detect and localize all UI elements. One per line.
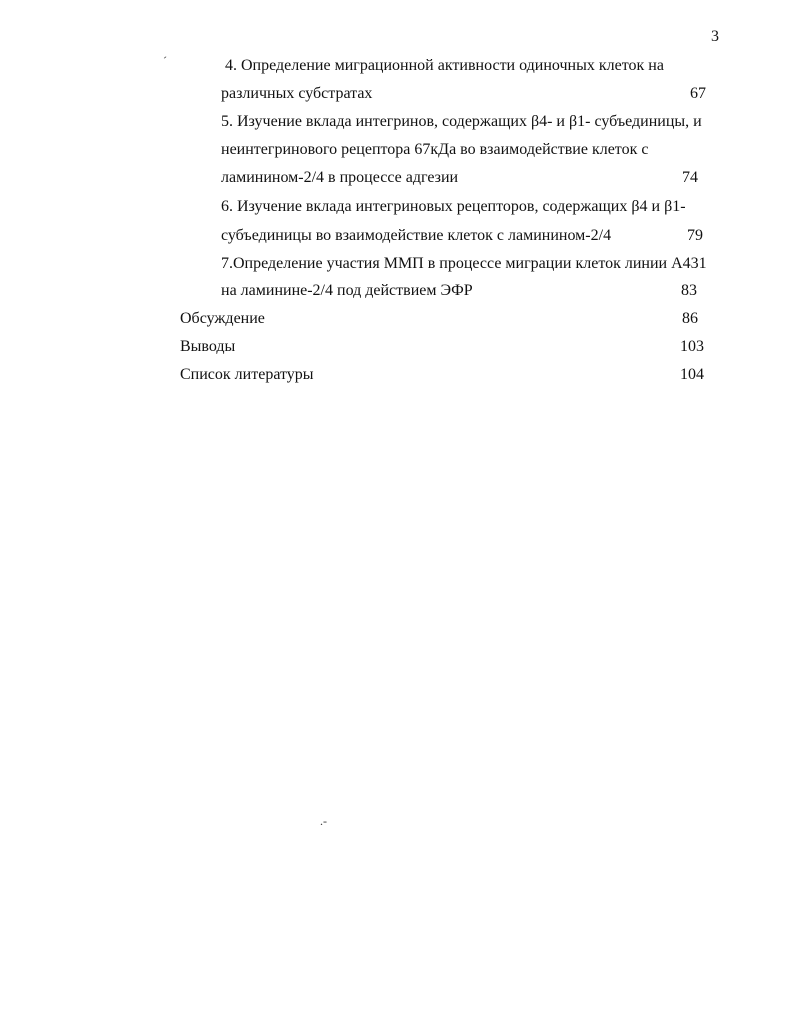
toc-entry-references-page: 104 <box>680 366 704 383</box>
toc-entry-6-page: 79 <box>687 227 703 244</box>
toc-entry-discussion: Обсуждение <box>180 310 265 327</box>
toc-entry-7-line-1: 7.Определение участия ММП в процессе миграции клеток линии А431 <box>221 255 707 272</box>
toc-entry-discussion-page: 86 <box>682 310 698 327</box>
toc-entry-7-line-2: на ламинине-2/4 под действием ЭФР <box>221 282 473 299</box>
scan-speck: .- <box>320 814 327 828</box>
toc-entry-conclusions-page: 103 <box>680 338 704 355</box>
toc-entry-7-page: 83 <box>681 282 697 299</box>
toc-entry-5-page: 74 <box>682 169 698 186</box>
toc-entry-6-line-2: субъединицы во взаимодействие клеток с ламинином-2/4 <box>221 227 612 244</box>
scan-speck: ˊ <box>163 54 167 68</box>
page-number: 3 <box>711 28 719 45</box>
toc-entry-5-line-2: неинтегринового рецептора 67кДа во взаимодействие клеток с <box>221 141 649 158</box>
toc-entry-5-line-3: ламинином-2/4 в процессе адгезии <box>221 169 459 186</box>
toc-entry-conclusions: Выводы <box>180 338 236 355</box>
toc-entry-4-line-1: 4. Определение миграционной активности одиночных клеток на <box>225 57 664 74</box>
toc-entry-6-line-1: 6. Изучение вклада интегриновых рецепторов, содержащих β4 и β1- <box>221 198 686 215</box>
toc-entry-references: Список литературы <box>180 366 314 383</box>
toc-entry-5-line-1: 5. Изучение вклада интегринов, содержащих β4- и β1- субъединицы, и <box>221 113 702 130</box>
toc-entry-4-page: 67 <box>690 85 706 102</box>
toc-entry-4-line-2: различных субстратах <box>221 85 373 102</box>
